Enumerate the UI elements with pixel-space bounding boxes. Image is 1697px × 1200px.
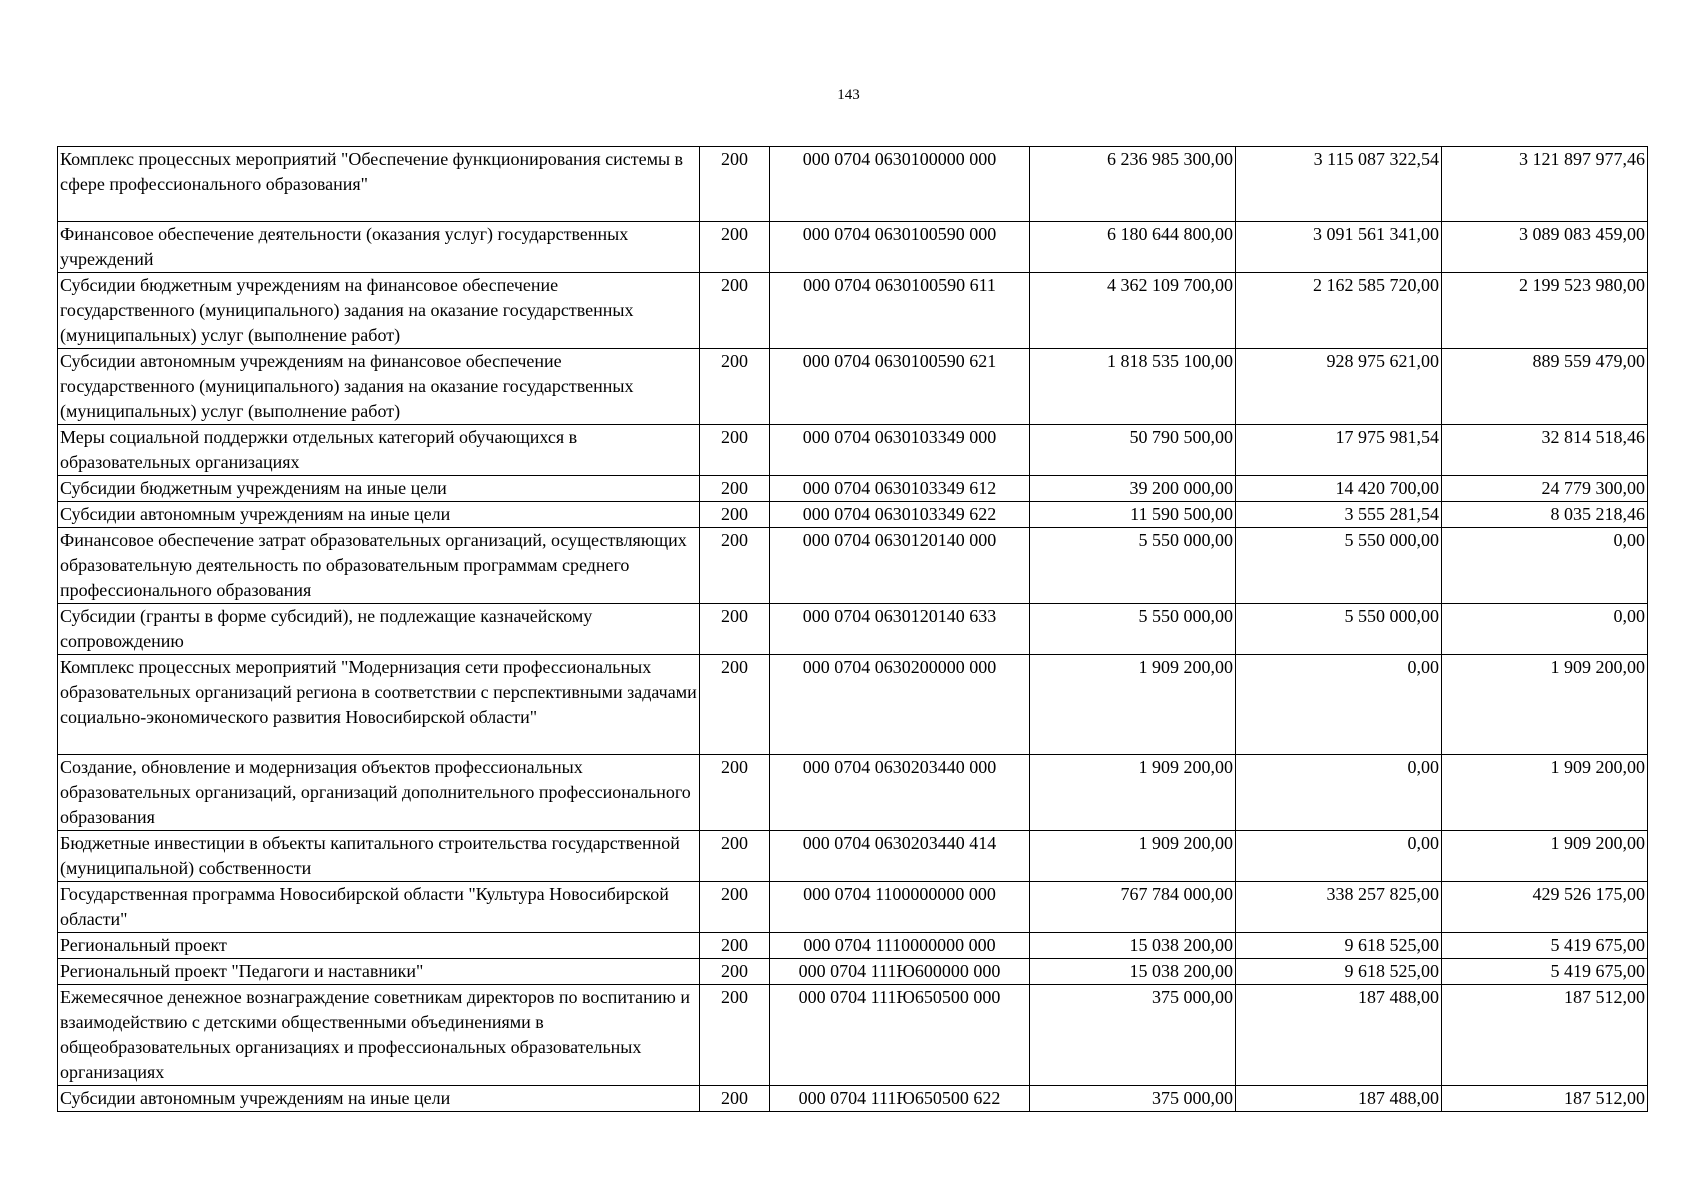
row-admin-code-cell: 200	[700, 933, 770, 959]
row-remaining-amount-cell: 429 526 175,00	[1442, 882, 1648, 933]
row-classification-code-cell: 000 0704 0630100590 611	[770, 273, 1030, 349]
row-remaining-amount-cell: 0,00	[1442, 604, 1648, 655]
row-name-cell: Государственная программа Новосибирской области "Культура Новосибирской области"	[58, 882, 700, 933]
table-row	[58, 959, 1648, 985]
row-classification-code-cell: 000 0704 111Ю650500 000	[770, 985, 1030, 1086]
table-row	[58, 831, 1648, 882]
row-approved-amount-cell: 5 550 000,00	[1030, 528, 1236, 604]
row-classification-code-cell: 000 0704 111Ю650500 622	[770, 1086, 1030, 1112]
row-classification-code-cell: 000 0704 1100000000 000	[770, 882, 1030, 933]
row-remaining-amount-cell: 0,00	[1442, 528, 1648, 604]
row-approved-amount-cell: 767 784 000,00	[1030, 882, 1236, 933]
row-name-cell: Финансовое обеспечение затрат образовательных организаций, осуществляющих образовательную деятельность по образовательным программам среднего профессионального образования	[58, 528, 700, 604]
row-approved-amount-cell: 1 909 200,00	[1030, 831, 1236, 882]
row-classification-code-cell: 000 0704 0630103349 612	[770, 476, 1030, 502]
row-remaining-amount-cell: 5 419 675,00	[1442, 959, 1648, 985]
row-remaining-amount-cell: 24 779 300,00	[1442, 476, 1648, 502]
row-executed-amount-cell: 3 091 561 341,00	[1236, 222, 1442, 273]
row-approved-amount-cell: 1 818 535 100,00	[1030, 349, 1236, 425]
row-admin-code-cell: 200	[700, 273, 770, 349]
row-remaining-amount-cell: 5 419 675,00	[1442, 933, 1648, 959]
row-admin-code-cell: 200	[700, 349, 770, 425]
row-name-cell: Создание, обновление и модернизация объектов профессиональных образовательных организаций, организаций дополнительного профессионального образования	[58, 755, 700, 831]
row-classification-code-cell: 000 0704 1110000000 000	[770, 933, 1030, 959]
page-number: 143	[837, 87, 860, 103]
row-executed-amount-cell: 14 420 700,00	[1236, 476, 1442, 502]
row-classification-code-cell: 000 0704 0630203440 000	[770, 755, 1030, 831]
row-remaining-amount-cell: 1 909 200,00	[1442, 755, 1648, 831]
row-executed-amount-cell: 5 550 000,00	[1236, 528, 1442, 604]
table-row	[58, 502, 1648, 528]
row-admin-code-cell: 200	[700, 476, 770, 502]
row-admin-code-cell: 200	[700, 882, 770, 933]
row-approved-amount-cell: 375 000,00	[1030, 1086, 1236, 1112]
row-remaining-amount-cell: 32 814 518,46	[1442, 425, 1648, 476]
budget-table-body	[58, 147, 1648, 1112]
row-approved-amount-cell: 15 038 200,00	[1030, 959, 1236, 985]
table-row	[58, 882, 1648, 933]
row-executed-amount-cell: 3 115 087 322,54	[1236, 147, 1442, 222]
row-approved-amount-cell: 50 790 500,00	[1030, 425, 1236, 476]
row-approved-amount-cell: 6 236 985 300,00	[1030, 147, 1236, 222]
row-admin-code-cell: 200	[700, 425, 770, 476]
row-name-cell: Субсидии автономным учреждениям на финансовое обеспечение государственного (муниципального) задания на оказание государственных (муниципальных) услуг (выполнение работ)	[58, 349, 700, 425]
row-executed-amount-cell: 3 555 281,54	[1236, 502, 1442, 528]
row-executed-amount-cell: 928 975 621,00	[1236, 349, 1442, 425]
row-classification-code-cell: 000 0704 0630120140 633	[770, 604, 1030, 655]
row-approved-amount-cell: 6 180 644 800,00	[1030, 222, 1236, 273]
row-executed-amount-cell: 0,00	[1236, 655, 1442, 755]
row-name-cell: Комплекс процессных мероприятий "Модернизация сети профессиональных образовательных организаций региона в соответствии с перспективными задачами социально-экономического развития Новосибирской области"	[58, 655, 700, 755]
row-executed-amount-cell: 338 257 825,00	[1236, 882, 1442, 933]
row-executed-amount-cell: 0,00	[1236, 755, 1442, 831]
table-row	[58, 476, 1648, 502]
table-row	[58, 1086, 1648, 1112]
row-remaining-amount-cell: 1 909 200,00	[1442, 831, 1648, 882]
row-executed-amount-cell: 2 162 585 720,00	[1236, 273, 1442, 349]
row-approved-amount-cell: 15 038 200,00	[1030, 933, 1236, 959]
row-name-cell: Субсидии автономным учреждениям на иные цели	[58, 502, 700, 528]
row-admin-code-cell: 200	[700, 528, 770, 604]
table-row	[58, 528, 1648, 604]
row-classification-code-cell: 000 0704 0630203440 414	[770, 831, 1030, 882]
row-classification-code-cell: 000 0704 0630120140 000	[770, 528, 1030, 604]
table-row	[58, 655, 1648, 755]
row-approved-amount-cell: 11 590 500,00	[1030, 502, 1236, 528]
row-classification-code-cell: 000 0704 0630103349 000	[770, 425, 1030, 476]
row-remaining-amount-cell: 8 035 218,46	[1442, 502, 1648, 528]
table-row	[58, 147, 1648, 222]
table-row	[58, 985, 1648, 1086]
row-executed-amount-cell: 17 975 981,54	[1236, 425, 1442, 476]
row-classification-code-cell: 000 0704 0630100590 000	[770, 222, 1030, 273]
row-name-cell: Субсидии бюджетным учреждениям на финансовое обеспечение государственного (муниципального) задания на оказание государственных (муниципальных) услуг (выполнение работ)	[58, 273, 700, 349]
row-remaining-amount-cell: 889 559 479,00	[1442, 349, 1648, 425]
table-row	[58, 755, 1648, 831]
row-remaining-amount-cell: 187 512,00	[1442, 985, 1648, 1086]
row-name-cell: Региональный проект "Педагоги и наставники"	[58, 959, 700, 985]
row-remaining-amount-cell: 3 121 897 977,46	[1442, 147, 1648, 222]
row-name-cell: Субсидии бюджетным учреждениям на иные цели	[58, 476, 700, 502]
row-approved-amount-cell: 1 909 200,00	[1030, 655, 1236, 755]
row-admin-code-cell: 200	[700, 604, 770, 655]
row-name-cell: Финансовое обеспечение деятельности (оказания услуг) государственных учреждений	[58, 222, 700, 273]
table-row	[58, 222, 1648, 273]
row-name-cell: Комплекс процессных мероприятий "Обеспечение функционирования системы в сфере профессионального образования"	[58, 147, 700, 222]
budget-table	[57, 146, 1648, 1112]
row-classification-code-cell: 000 0704 111Ю600000 000	[770, 959, 1030, 985]
row-remaining-amount-cell: 2 199 523 980,00	[1442, 273, 1648, 349]
row-approved-amount-cell: 39 200 000,00	[1030, 476, 1236, 502]
row-name-cell: Региональный проект	[58, 933, 700, 959]
row-admin-code-cell: 200	[700, 755, 770, 831]
row-classification-code-cell: 000 0704 0630100000 000	[770, 147, 1030, 222]
row-executed-amount-cell: 0,00	[1236, 831, 1442, 882]
row-name-cell: Меры социальной поддержки отдельных категорий обучающихся в образовательных организациях	[58, 425, 700, 476]
row-approved-amount-cell: 5 550 000,00	[1030, 604, 1236, 655]
row-approved-amount-cell: 4 362 109 700,00	[1030, 273, 1236, 349]
row-executed-amount-cell: 9 618 525,00	[1236, 933, 1442, 959]
row-admin-code-cell: 200	[700, 1086, 770, 1112]
table-row	[58, 349, 1648, 425]
row-approved-amount-cell: 1 909 200,00	[1030, 755, 1236, 831]
row-remaining-amount-cell: 1 909 200,00	[1442, 655, 1648, 755]
row-executed-amount-cell: 187 488,00	[1236, 1086, 1442, 1112]
row-admin-code-cell: 200	[700, 831, 770, 882]
row-name-cell: Бюджетные инвестиции в объекты капитального строительства государственной (муниципальной) собственности	[58, 831, 700, 882]
table-row	[58, 273, 1648, 349]
row-classification-code-cell: 000 0704 0630200000 000	[770, 655, 1030, 755]
row-admin-code-cell: 200	[700, 502, 770, 528]
row-classification-code-cell: 000 0704 0630100590 621	[770, 349, 1030, 425]
row-remaining-amount-cell: 3 089 083 459,00	[1442, 222, 1648, 273]
table-row	[58, 425, 1648, 476]
table-row	[58, 604, 1648, 655]
row-admin-code-cell: 200	[700, 985, 770, 1086]
row-approved-amount-cell: 375 000,00	[1030, 985, 1236, 1086]
row-name-cell: Субсидии (гранты в форме субсидий), не подлежащие казначейскому сопровождению	[58, 604, 700, 655]
row-admin-code-cell: 200	[700, 147, 770, 222]
row-remaining-amount-cell: 187 512,00	[1442, 1086, 1648, 1112]
row-name-cell: Ежемесячное денежное вознаграждение советникам директоров по воспитанию и взаимодействию с детскими общественными объединениями в общеобразовательных организациях и профессиональных образовательных организациях	[58, 985, 700, 1086]
row-name-cell: Субсидии автономным учреждениям на иные цели	[58, 1086, 700, 1112]
row-classification-code-cell: 000 0704 0630103349 622	[770, 502, 1030, 528]
row-executed-amount-cell: 5 550 000,00	[1236, 604, 1442, 655]
row-executed-amount-cell: 187 488,00	[1236, 985, 1442, 1086]
row-executed-amount-cell: 9 618 525,00	[1236, 959, 1442, 985]
row-admin-code-cell: 200	[700, 655, 770, 755]
table-row	[58, 933, 1648, 959]
row-admin-code-cell: 200	[700, 222, 770, 273]
row-admin-code-cell: 200	[700, 959, 770, 985]
